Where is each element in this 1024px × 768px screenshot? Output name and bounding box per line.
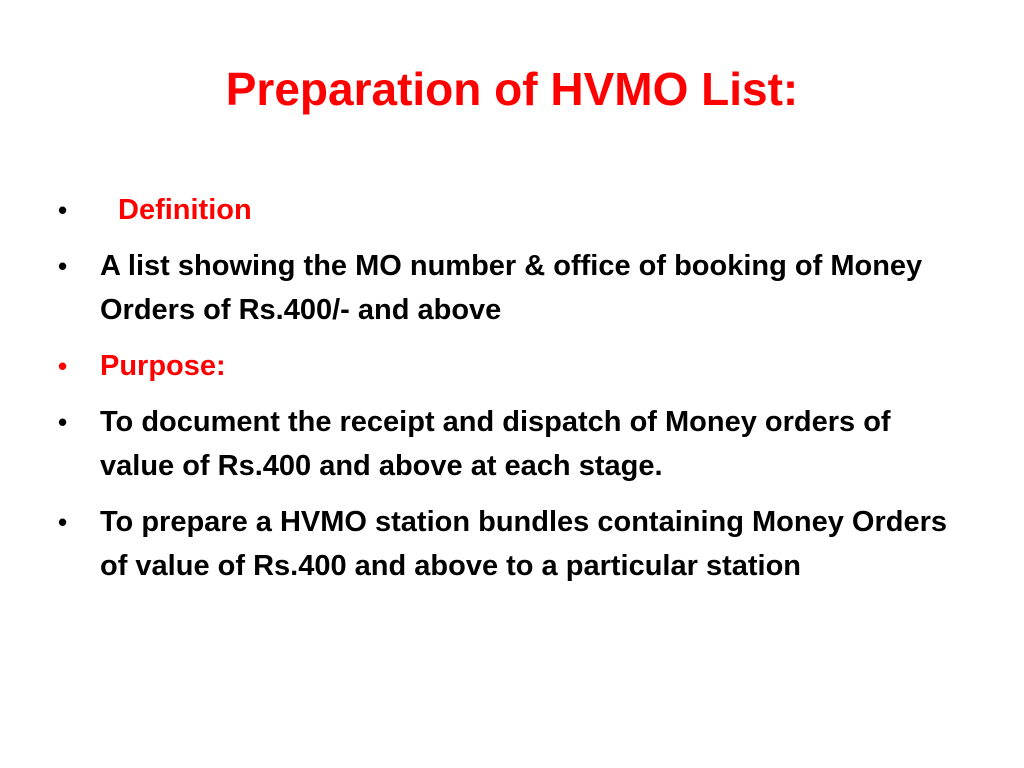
- bullet-icon: •: [58, 407, 68, 437]
- bullet-icon: •: [58, 251, 68, 281]
- bullet-item-document-purpose: [58, 400, 958, 488]
- bullet-icon: •: [58, 351, 68, 381]
- bullet-item-purpose: [58, 344, 958, 388]
- bullet-text: To document the receipt and dispatch of Money orders of value of Rs.400 and above at each stage.: [100, 406, 891, 482]
- bullet-item-station-bundles: [58, 500, 958, 588]
- slide-title: Preparation of HVMO List:: [225, 63, 799, 115]
- bullet-text: A list showing the MO number & office of booking of Money Orders of Rs.400/- and above: [100, 250, 923, 326]
- bullet-list: [58, 188, 958, 600]
- bullet-item-definition: [58, 188, 958, 232]
- bullet-item-list-description: [58, 244, 958, 332]
- bullet-icon: •: [58, 195, 68, 225]
- bullet-icon: •: [58, 507, 68, 537]
- bullet-text: To prepare a HVMO station bundles containing Money Orders of value of Rs.400 and above to a particular station: [100, 506, 948, 582]
- bullet-text: Definition: [118, 194, 252, 226]
- bullet-text: Purpose:: [100, 350, 226, 382]
